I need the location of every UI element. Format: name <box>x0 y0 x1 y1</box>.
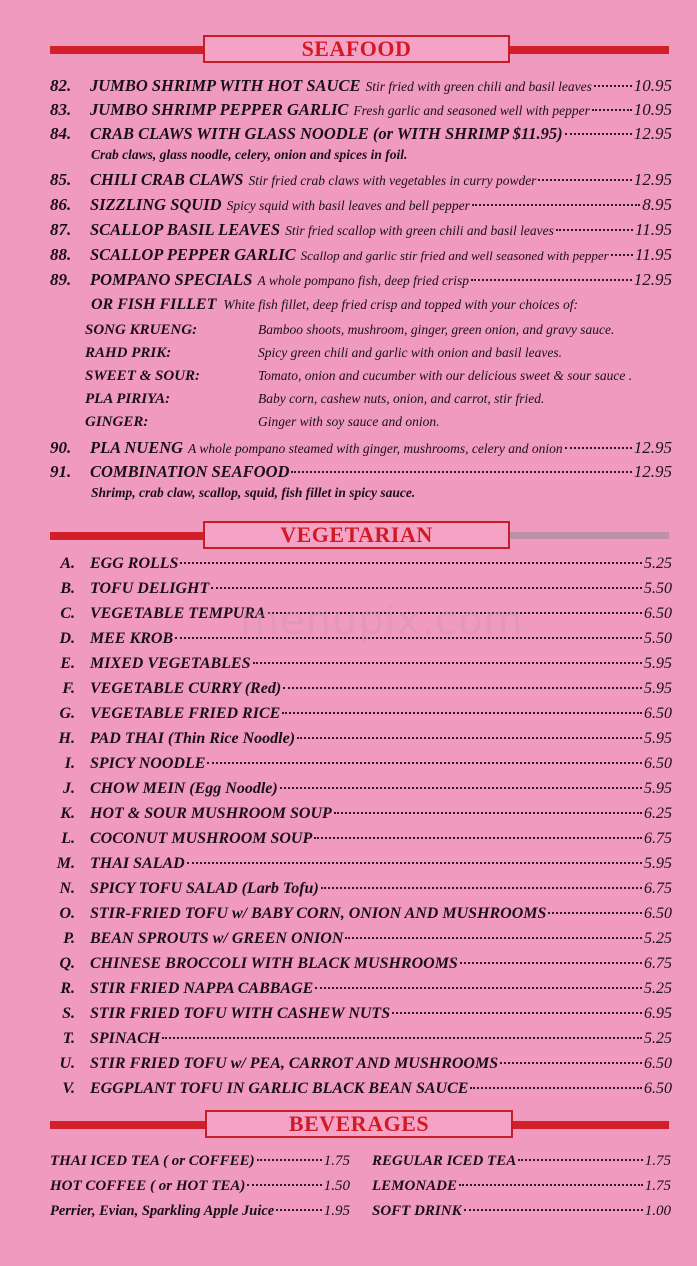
option-description: Bamboo shoots, mushroom, ginger, green onion, and gravy sauce. <box>258 322 615 337</box>
beverage-item <box>50 1153 350 1175</box>
menu-item-84 <box>50 124 672 146</box>
item-letter: P. <box>63 930 75 947</box>
dot-leader <box>565 447 632 449</box>
item-letter: I. <box>64 755 75 772</box>
seafood-header <box>0 35 697 65</box>
option-description: Ginger with soy sauce and onion. <box>258 414 440 429</box>
menu-item-86 <box>50 195 672 217</box>
dot-leader <box>291 471 631 473</box>
item-letter: A. <box>60 555 75 572</box>
item-description: Spicy squid with basil leaves and bell pepper <box>226 198 470 213</box>
beverages-header <box>0 1110 697 1140</box>
item-price: 10.95 <box>633 100 672 119</box>
item-price: 12.95 <box>633 170 672 189</box>
vegetarian-item <box>55 1080 672 1102</box>
item-name: TOFU DELIGHT <box>90 580 210 597</box>
dot-leader <box>321 887 642 889</box>
item-description: A whole pompano fish, deep fried crisp <box>257 273 470 288</box>
beverage-name: THAI ICED TEA ( or COFFEE) <box>50 1153 255 1169</box>
dot-leader <box>187 862 642 864</box>
item-price: 6.50 <box>644 1080 672 1097</box>
menu-item-88 <box>50 245 672 267</box>
beverage-name: LEMONADE <box>372 1178 458 1194</box>
option-description: Baby corn, cashew nuts, onion, and carrot, stir fried. <box>258 391 545 406</box>
beverage-price: 1.50 <box>323 1178 350 1194</box>
item-price: 5.25 <box>644 1030 672 1047</box>
item-name: SPINACH <box>90 1030 161 1047</box>
item-name: PAD THAI (Thin Rice Noodle) <box>90 730 296 747</box>
vegetarian-item <box>55 980 672 1002</box>
item-description: A whole pompano steamed with ginger, mushrooms, celery and onion <box>188 441 563 456</box>
seafood-title: SEAFOOD <box>203 35 510 63</box>
item-description: Stir fried crab claws with vegetables in curry powder <box>248 173 537 188</box>
option-name: RAHD PRIK: <box>85 345 172 361</box>
beverage-price: 1.00 <box>644 1203 671 1219</box>
beverage-price: 1.75 <box>644 1178 671 1194</box>
vegetarian-item <box>55 830 672 852</box>
dot-leader <box>548 912 642 914</box>
item-letter: C. <box>60 605 75 622</box>
item-price: 5.25 <box>644 555 672 572</box>
dot-leader <box>207 762 642 764</box>
beverage-name: SOFT DRINK <box>372 1203 462 1219</box>
item-description: Stir fried scallop with green chili and basil leaves <box>285 223 554 238</box>
item-price: 5.95 <box>644 680 672 697</box>
item-name: STIR FRIED TOFU WITH CASHEW NUTS <box>90 1005 391 1022</box>
beverage-price: 1.95 <box>323 1203 350 1219</box>
menu-item-83 <box>50 100 672 122</box>
item-letter: V. <box>62 1080 75 1097</box>
item-price: 5.95 <box>644 855 672 872</box>
header-bar-right <box>509 1121 669 1129</box>
option-description: Spicy green chili and garlic with onion and basil leaves. <box>258 345 562 360</box>
vegetarian-item <box>55 1005 672 1027</box>
dot-leader <box>162 1037 642 1039</box>
item-letter: S. <box>62 1005 75 1022</box>
fillet-name: OR FISH FILLET <box>91 296 217 313</box>
item-price: 5.95 <box>644 780 672 797</box>
item-price: 6.75 <box>644 830 672 847</box>
vegetarian-item <box>55 1030 672 1052</box>
item-price: 6.50 <box>644 1055 672 1072</box>
item-name: THAI SALAD <box>90 855 185 872</box>
item-price: 6.75 <box>644 955 672 972</box>
vegetarian-item <box>55 930 672 952</box>
item-price: 12.95 <box>633 124 672 143</box>
menu-item-82 <box>50 76 672 98</box>
item-description: Fresh garlic and seasoned well with pepper <box>353 103 590 118</box>
dot-leader <box>565 133 632 135</box>
item-letter: N. <box>59 880 75 897</box>
dot-leader <box>538 179 631 181</box>
item-name: SIZZLING SQUID <box>90 195 222 214</box>
item-name: MEE KROB <box>90 630 174 647</box>
menu-item-87 <box>50 220 672 242</box>
item-letter: K. <box>60 805 75 822</box>
item-name: VEGETABLE TEMPURA <box>90 605 266 622</box>
item-letter: G. <box>59 705 75 722</box>
item-price: 12.95 <box>633 438 672 457</box>
dot-leader <box>556 229 633 231</box>
vegetarian-item <box>55 755 672 777</box>
dot-leader <box>518 1159 643 1161</box>
item-number: 89. <box>50 270 72 289</box>
item-name: CHILI CRAB CLAWS <box>90 170 244 189</box>
dot-leader <box>253 662 643 664</box>
dot-leader <box>314 837 642 839</box>
vegetarian-title: VEGETARIAN <box>203 521 510 549</box>
item-letter: U. <box>59 1055 75 1072</box>
vegetarian-item <box>55 880 672 902</box>
item-description: Scallop and garlic stir fried and well seasoned with pepper <box>300 248 609 263</box>
dot-leader <box>276 1209 322 1211</box>
dot-leader <box>500 1062 642 1064</box>
fish-fillet-option <box>91 296 578 314</box>
item-number: 83. <box>50 100 72 119</box>
vegetarian-item <box>55 705 672 727</box>
item-letter: F. <box>62 680 75 697</box>
vegetarian-item <box>55 805 672 827</box>
item-number: 85. <box>50 170 72 189</box>
item-name: SCALLOP BASIL LEAVES <box>90 220 281 239</box>
dot-leader <box>315 987 642 989</box>
item-letter: M. <box>56 855 75 872</box>
dot-leader <box>594 85 632 87</box>
item-price: 5.95 <box>644 730 672 747</box>
item-name: CRAB CLAWS WITH GLASS NOODLE (or WITH SHRIMP $11.95) <box>90 124 563 143</box>
item-number: 91. <box>50 462 72 481</box>
item-name: STIR FRIED NAPPA CABBAGE <box>90 980 314 997</box>
item-price: 8.95 <box>642 195 672 214</box>
item-name: STIR FRIED TOFU w/ PEA, CARROT AND MUSHROOMS <box>90 1055 499 1072</box>
item-price: 10.95 <box>633 76 672 95</box>
menu-item-85 <box>50 170 672 192</box>
item-description: Stir fried with green chili and basil leaves <box>365 79 592 94</box>
item-price: 5.95 <box>644 655 672 672</box>
item-name: VEGETABLE FRIED RICE <box>90 705 281 722</box>
item-price: 6.75 <box>644 880 672 897</box>
dot-leader <box>611 254 633 256</box>
item-number: 87. <box>50 220 72 239</box>
header-bar-left <box>50 1121 205 1129</box>
item-name: SPICY NOODLE <box>90 755 206 772</box>
item-price: 6.50 <box>644 905 672 922</box>
watermark: menupix.com <box>240 598 524 644</box>
dot-leader <box>392 1012 642 1014</box>
vegetarian-item <box>55 680 672 702</box>
item-name: EGGPLANT TOFU IN GARLIC BLACK BEAN SAUCE <box>90 1080 469 1097</box>
item-name: MIXED VEGETABLES <box>90 655 251 672</box>
header-bar-right <box>509 532 669 539</box>
item-letter: L. <box>61 830 75 847</box>
dot-leader <box>180 562 642 564</box>
item-name: COCONUT MUSHROOM SOUP <box>90 830 313 847</box>
item-price: 6.50 <box>644 605 672 622</box>
dot-leader <box>592 109 632 111</box>
item-price: 11.95 <box>635 245 672 264</box>
item-letter: H. <box>58 730 75 747</box>
option-name: SONG KRUENG: <box>85 322 198 338</box>
dot-leader <box>211 587 642 589</box>
dot-leader <box>247 1184 321 1186</box>
item-name: PLA NUENG <box>90 438 184 457</box>
item-number: 86. <box>50 195 72 214</box>
beverage-item <box>372 1153 671 1175</box>
dot-leader <box>282 712 642 714</box>
beverage-item <box>372 1203 671 1225</box>
item-name: HOT & SOUR MUSHROOM SOUP <box>90 805 332 822</box>
menu-item-91 <box>50 462 672 484</box>
vegetarian-header <box>0 521 697 551</box>
item-name: JUMBO SHRIMP PEPPER GARLIC <box>90 100 349 119</box>
item-84-subdescription: Crab claws, glass noodle, celery, onion and spices in foil. <box>91 147 408 162</box>
dot-leader <box>470 1087 642 1089</box>
beverage-price: 1.75 <box>644 1153 671 1169</box>
item-number: 82. <box>50 76 72 95</box>
menu-item-89 <box>50 270 672 292</box>
item-name: POMPANO SPECIALS <box>90 270 253 289</box>
item-price: 12.95 <box>633 462 672 481</box>
option-name: PLA PIRIYA: <box>85 391 171 407</box>
dot-leader <box>334 812 642 814</box>
dot-leader <box>283 687 642 689</box>
header-bar-right <box>509 46 669 54</box>
item-price: 5.50 <box>644 580 672 597</box>
item-price: 6.25 <box>644 805 672 822</box>
item-name: CHINESE BROCCOLI WITH BLACK MUSHROOMS <box>90 955 458 972</box>
option-name: SWEET & SOUR: <box>85 368 201 384</box>
item-number: 84. <box>50 124 72 143</box>
vegetarian-item <box>55 555 672 577</box>
item-price: 6.50 <box>644 705 672 722</box>
item-name: JUMBO SHRIMP WITH HOT SAUCE <box>90 76 361 95</box>
item-letter: J. <box>63 780 75 797</box>
option-name: GINGER: <box>85 414 149 430</box>
item-price: 11.95 <box>635 220 672 239</box>
item-price: 5.25 <box>644 980 672 997</box>
dot-leader <box>297 737 642 739</box>
beverages-title: BEVERAGES <box>205 1110 513 1138</box>
option-description: Tomato, onion and cucumber with our delicious sweet & sour sauce . <box>258 368 633 383</box>
item-name: BEAN SPROUTS w/ GREEN ONION <box>90 930 344 947</box>
beverage-item <box>372 1178 671 1200</box>
vegetarian-item <box>55 730 672 752</box>
vegetarian-item <box>55 655 672 677</box>
dot-leader <box>472 204 640 206</box>
fillet-description: White fish fillet, deep fried crisp and topped with your choices of: <box>223 297 579 312</box>
item-name: COMBINATION SEAFOOD <box>90 462 290 481</box>
item-price: 6.95 <box>644 1005 672 1022</box>
item-letter: T. <box>62 1030 75 1047</box>
vegetarian-item <box>55 905 672 927</box>
dot-leader <box>464 1209 643 1211</box>
beverage-price: 1.75 <box>323 1153 350 1169</box>
header-bar-left <box>50 532 205 540</box>
item-name: SCALLOP PEPPER GARLIC <box>90 245 296 264</box>
item-name: STIR-FRIED TOFU w/ BABY CORN, ONION AND MUSHROOMS <box>90 905 547 922</box>
vegetarian-item <box>55 855 672 877</box>
header-bar-left <box>50 46 205 54</box>
dot-leader <box>471 279 632 281</box>
item-letter: D. <box>59 630 75 647</box>
dot-leader <box>460 962 642 964</box>
vegetarian-item <box>55 955 672 977</box>
beverage-name: HOT COFFEE ( or HOT TEA) <box>50 1178 246 1194</box>
item-name: SPICY TOFU SALAD (Larb Tofu) <box>90 880 319 897</box>
item-number: 90. <box>50 438 72 457</box>
item-letter: B. <box>60 580 75 597</box>
item-letter: E. <box>60 655 75 672</box>
menu-item-90 <box>50 438 672 460</box>
item-letter: Q. <box>59 955 75 972</box>
item-91-subdescription: Shrimp, crab claw, scallop, squid, fish fillet in spicy sauce. <box>91 485 416 500</box>
beverage-name: REGULAR ICED TEA <box>372 1153 517 1169</box>
item-name: EGG ROLLS <box>90 555 179 572</box>
beverage-item <box>50 1203 350 1225</box>
item-price: 5.25 <box>644 930 672 947</box>
dot-leader <box>257 1159 322 1161</box>
vegetarian-item <box>55 780 672 802</box>
item-letter: O. <box>59 905 75 922</box>
item-name: CHOW MEIN (Egg Noodle) <box>90 780 278 797</box>
item-letter: R. <box>60 980 75 997</box>
beverage-name: Perrier, Evian, Sparkling Apple Juice <box>50 1203 275 1219</box>
item-name: VEGETABLE CURRY (Red) <box>90 680 282 697</box>
item-price: 12.95 <box>633 270 672 289</box>
dot-leader <box>345 937 642 939</box>
dot-leader <box>280 787 642 789</box>
vegetarian-item <box>55 1055 672 1077</box>
item-price: 6.50 <box>644 755 672 772</box>
beverage-item <box>50 1178 350 1200</box>
item-price: 5.50 <box>644 630 672 647</box>
item-number: 88. <box>50 245 72 264</box>
dot-leader <box>459 1184 643 1186</box>
